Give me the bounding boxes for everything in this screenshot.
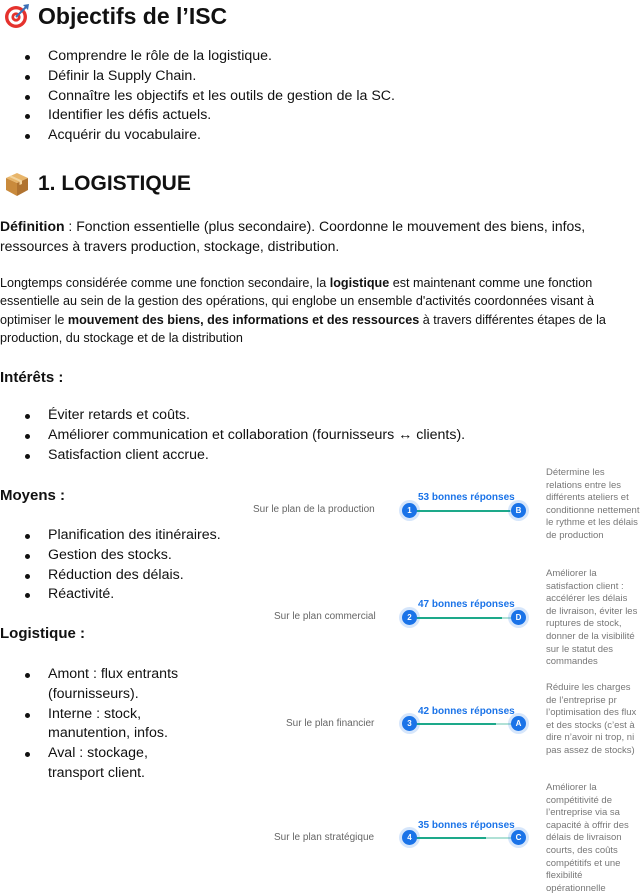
target-icon bbox=[4, 3, 30, 29]
list-item: Comprendre le rôle de la logistique. bbox=[0, 47, 395, 67]
pillar-label: Sur le plan financier bbox=[286, 718, 375, 729]
page-title-text: Objectifs de l’ISC bbox=[38, 2, 228, 29]
list-item: Améliorer communication et collaboration (fournisseurs ↔ clients). bbox=[0, 426, 520, 446]
explanation-note: Améliorer la satisfaction client : accélérer les délais de livraison, éviter les ruptures de stock, donner de la visibilité sur le statut des commandes bbox=[546, 568, 638, 668]
moyens-list bbox=[0, 526, 240, 605]
paragraph-text: est maintenant comme une fonction essentielle au sein de la gestion des opérations, qui englobe un ensemble d'activités coordonnées visant à optimiser le bbox=[0, 276, 595, 327]
explanation-note: Détermine les relations entre les différents ateliers et conditionne nettement le rythme et les délais de production bbox=[546, 467, 640, 541]
letter-badge: C bbox=[511, 830, 526, 845]
package-icon bbox=[4, 171, 30, 197]
moyens-heading: Moyens : bbox=[0, 487, 66, 504]
list-item: Gestion des stocks. bbox=[0, 546, 240, 566]
letter-badge: D bbox=[511, 610, 526, 625]
explanation-note: Réduire les charges de l’entreprise pr l’optimisation des flux et des stocks (c’est à dire n’avoir ni trop, ni pas assez de stocks) bbox=[546, 682, 637, 756]
paragraph-text: à travers différentes étapes de la production, du stockage et de la distribution bbox=[0, 312, 606, 345]
list-item: Amont : flux entrants (fournisseurs). bbox=[0, 665, 200, 705]
list-item: Réduction des délais. bbox=[0, 566, 240, 586]
list-item: Identifier les défis actuels. bbox=[0, 106, 395, 126]
objectives-list bbox=[0, 47, 395, 146]
pillar-label: Sur le plan de la production bbox=[253, 504, 375, 515]
bold-term: mouvement des biens, des informations et des ressources bbox=[67, 312, 420, 327]
list-item: Planification des itinéraires. bbox=[0, 526, 240, 546]
answer-count: 35 bonnes réponses bbox=[418, 820, 515, 831]
logistics-paragraph bbox=[0, 274, 620, 347]
list-item: Connaître les objectifs et les outils de gestion de la SC. bbox=[0, 87, 395, 107]
list-item: Réactivité. bbox=[0, 585, 240, 605]
definition-label: Définition bbox=[0, 218, 65, 234]
answer-count: 42 bonnes réponses bbox=[418, 706, 515, 717]
number-badge: 3 bbox=[402, 716, 417, 731]
pillar-label: Sur le plan stratégique bbox=[274, 832, 375, 843]
list-item: Définir la Supply Chain. bbox=[0, 67, 395, 87]
list-item: Aval : stockage, transport client. bbox=[0, 744, 200, 784]
bold-term: logistique bbox=[329, 276, 390, 290]
answer-count: 47 bonnes réponses bbox=[418, 599, 515, 610]
definition-paragraph bbox=[0, 216, 600, 256]
list-item: Éviter retards et coûts. bbox=[0, 406, 520, 426]
list-item: Satisfaction client accrue. bbox=[0, 446, 520, 466]
answer-count: 53 bonnes réponses bbox=[418, 492, 515, 503]
section-title bbox=[4, 168, 191, 200]
interets-list bbox=[0, 406, 520, 465]
paragraph-text: Longtemps considérée comme une fonction secondaire, la bbox=[0, 276, 330, 290]
answer-track bbox=[410, 510, 510, 512]
number-badge: 2 bbox=[402, 610, 417, 625]
number-badge: 1 bbox=[402, 503, 417, 518]
list-item: Interne : stock, manutention, infos. bbox=[0, 705, 200, 745]
letter-badge: B bbox=[511, 503, 526, 518]
definition-text: : Fonction essentielle (plus secondaire). Coordonne le mouvement des biens, infos, ressources à travers production, stockage, distribution. bbox=[0, 218, 586, 254]
logistique-list bbox=[0, 665, 200, 784]
answer-track bbox=[410, 837, 486, 839]
pillar-label: Sur le plan commercial bbox=[274, 611, 376, 622]
logistique-heading: Logistique : bbox=[0, 625, 85, 642]
answer-track bbox=[410, 617, 502, 619]
number-badge: 4 bbox=[402, 830, 417, 845]
section-title-text: 1. LOGISTIQUE bbox=[38, 172, 191, 195]
answer-track bbox=[410, 723, 496, 725]
page-title bbox=[4, 0, 227, 32]
interets-heading: Intérêts : bbox=[0, 369, 64, 386]
explanation-note: Améliorer la compétitivité de l’entreprise via sa capacité à offrir des délais de livraison courts, des coûts compétitifs et une flexibilité opérationnelle bbox=[546, 782, 629, 894]
list-item: Acquérir du vocabulaire. bbox=[0, 126, 395, 146]
letter-badge: A bbox=[511, 716, 526, 731]
